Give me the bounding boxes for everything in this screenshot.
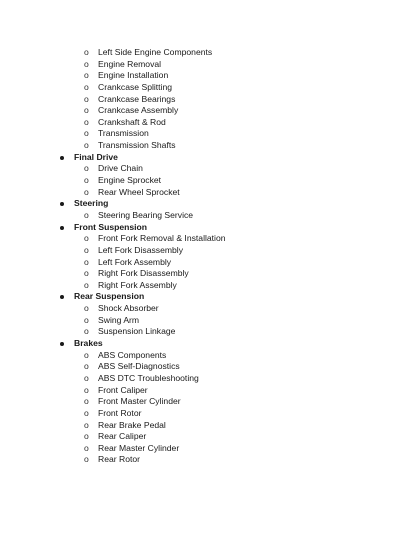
hollow-bullet-icon: o	[84, 186, 89, 197]
outline-section-title: Final Drive	[74, 151, 118, 162]
outline-section-title: Brakes	[74, 338, 103, 349]
outline-subitem-label: Crankcase Splitting	[98, 81, 173, 92]
outline-subitem	[0, 94, 416, 106]
hollow-bullet-icon: o	[84, 209, 89, 220]
hollow-bullet-icon: o	[84, 116, 89, 127]
outline-subitem-label: ABS DTC Troubleshooting	[98, 372, 199, 383]
hollow-bullet-icon: o	[84, 349, 89, 360]
outline-subitem	[0, 257, 416, 269]
outline-subitem-label: Front Rotor	[98, 407, 142, 418]
outline-subitem-label: Shock Absorber	[98, 303, 159, 314]
hollow-bullet-icon: o	[84, 419, 89, 430]
outline-subitem	[0, 385, 416, 397]
outline-subitem-label: Transmission	[98, 128, 149, 139]
outline-section-heading	[0, 291, 416, 303]
outline-section-heading	[0, 222, 416, 234]
outline-subitem	[0, 420, 416, 432]
hollow-bullet-icon: o	[84, 407, 89, 418]
outline-subitem	[0, 47, 416, 59]
outline-subitem-label: Engine Removal	[98, 58, 162, 69]
outline-subitem	[0, 117, 416, 129]
outline-subitem	[0, 59, 416, 71]
outline-subitem-label: Suspension Linkage	[98, 326, 176, 337]
outline-subitem-label: Crankcase Assembly	[98, 105, 179, 116]
outline-subitem	[0, 82, 416, 94]
hollow-bullet-icon: o	[84, 58, 89, 69]
hollow-bullet-icon: o	[84, 326, 89, 337]
filled-bullet-icon	[60, 202, 64, 206]
outline-subitem-label: ABS Components	[98, 349, 167, 360]
outline-subitem	[0, 373, 416, 385]
outline-subitem	[0, 128, 416, 140]
outline-subitem	[0, 245, 416, 257]
outline-subitem	[0, 210, 416, 222]
outline-subitem-label: Right Fork Assembly	[98, 279, 177, 290]
outline-subitem	[0, 303, 416, 315]
hollow-bullet-icon: o	[84, 256, 89, 267]
filled-bullet-icon	[60, 226, 64, 230]
outline-subitem	[0, 454, 416, 466]
outline-subitem-label: Front Master Cylinder	[98, 396, 181, 407]
outline-subitem	[0, 396, 416, 408]
filled-bullet-icon	[60, 156, 64, 160]
outline-section-title: Rear Suspension	[74, 291, 145, 302]
hollow-bullet-icon: o	[84, 47, 89, 57]
hollow-bullet-icon: o	[84, 454, 89, 465]
outline-subitem-label: Transmission Shafts	[98, 140, 176, 151]
outline-subitem	[0, 280, 416, 292]
hollow-bullet-icon: o	[84, 431, 89, 442]
hollow-bullet-icon: o	[84, 128, 89, 139]
outline-subitem	[0, 431, 416, 443]
outline-subitem-label: Left Fork Assembly	[98, 256, 172, 267]
hollow-bullet-icon: o	[84, 244, 89, 255]
outline-section-heading	[0, 152, 416, 164]
outline-subitem	[0, 70, 416, 82]
hollow-bullet-icon: o	[84, 372, 89, 383]
table-of-contents-outline	[0, 47, 416, 466]
outline-subitem	[0, 315, 416, 327]
outline-subitem-label: ABS Self-Diagnostics	[98, 361, 180, 372]
hollow-bullet-icon: o	[84, 105, 89, 116]
hollow-bullet-icon: o	[84, 233, 89, 244]
outline-subitem-label: Rear Master Cylinder	[98, 442, 180, 453]
outline-subitem-label: Engine Sprocket	[98, 175, 162, 186]
outline-subitem-label: Left Fork Disassembly	[98, 244, 184, 255]
hollow-bullet-icon: o	[84, 303, 89, 314]
outline-subitem	[0, 105, 416, 117]
outline-subitem-label: Crankshaft & Rod	[98, 116, 166, 127]
outline-subitem	[0, 326, 416, 338]
outline-subitem	[0, 140, 416, 152]
outline-subitem	[0, 350, 416, 362]
outline-subitem-label: Rear Rotor	[98, 454, 141, 465]
outline-subitem	[0, 268, 416, 280]
hollow-bullet-icon: o	[84, 140, 89, 151]
outline-subitem-label: Rear Wheel Sprocket	[98, 186, 180, 197]
outline-section-heading	[0, 198, 416, 210]
outline-section-heading	[0, 338, 416, 350]
filled-bullet-icon	[60, 295, 64, 299]
outline-section-title: Steering	[74, 198, 109, 209]
hollow-bullet-icon: o	[84, 361, 89, 372]
outline-subitem	[0, 408, 416, 420]
outline-subitem-label: Engine Installation	[98, 70, 169, 81]
outline-subitem-label: Front Caliper	[98, 384, 148, 395]
hollow-bullet-icon: o	[84, 442, 89, 453]
outline-subitem	[0, 443, 416, 455]
outline-subitem	[0, 233, 416, 245]
hollow-bullet-icon: o	[84, 314, 89, 325]
hollow-bullet-icon: o	[84, 384, 89, 395]
hollow-bullet-icon: o	[84, 163, 89, 174]
outline-subitem-label: Drive Chain	[98, 163, 143, 174]
outline-subitem-label: Front Fork Removal & Installation	[98, 233, 226, 244]
outline-subitem-label: Rear Brake Pedal	[98, 419, 166, 430]
outline-subitem-label: Rear Caliper	[98, 431, 147, 442]
hollow-bullet-icon: o	[84, 93, 89, 104]
outline-subitem	[0, 163, 416, 175]
outline-subitem	[0, 361, 416, 373]
hollow-bullet-icon: o	[84, 81, 89, 92]
filled-bullet-icon	[60, 342, 64, 346]
outline-subitem-label: Left Side Engine Components	[98, 47, 213, 57]
outline-subitem	[0, 187, 416, 199]
hollow-bullet-icon: o	[84, 70, 89, 81]
outline-subitem-label: Swing Arm	[98, 314, 140, 325]
outline-subitem-label: Steering Bearing Service	[98, 209, 194, 220]
outline-subitem-label: Right Fork Disassembly	[98, 268, 189, 279]
outline-subitem-label: Crankcase Bearings	[98, 93, 176, 104]
hollow-bullet-icon: o	[84, 175, 89, 186]
outline-subitem	[0, 175, 416, 187]
hollow-bullet-icon: o	[84, 396, 89, 407]
hollow-bullet-icon: o	[84, 279, 89, 290]
outline-section-title: Front Suspension	[74, 221, 148, 232]
hollow-bullet-icon: o	[84, 268, 89, 279]
